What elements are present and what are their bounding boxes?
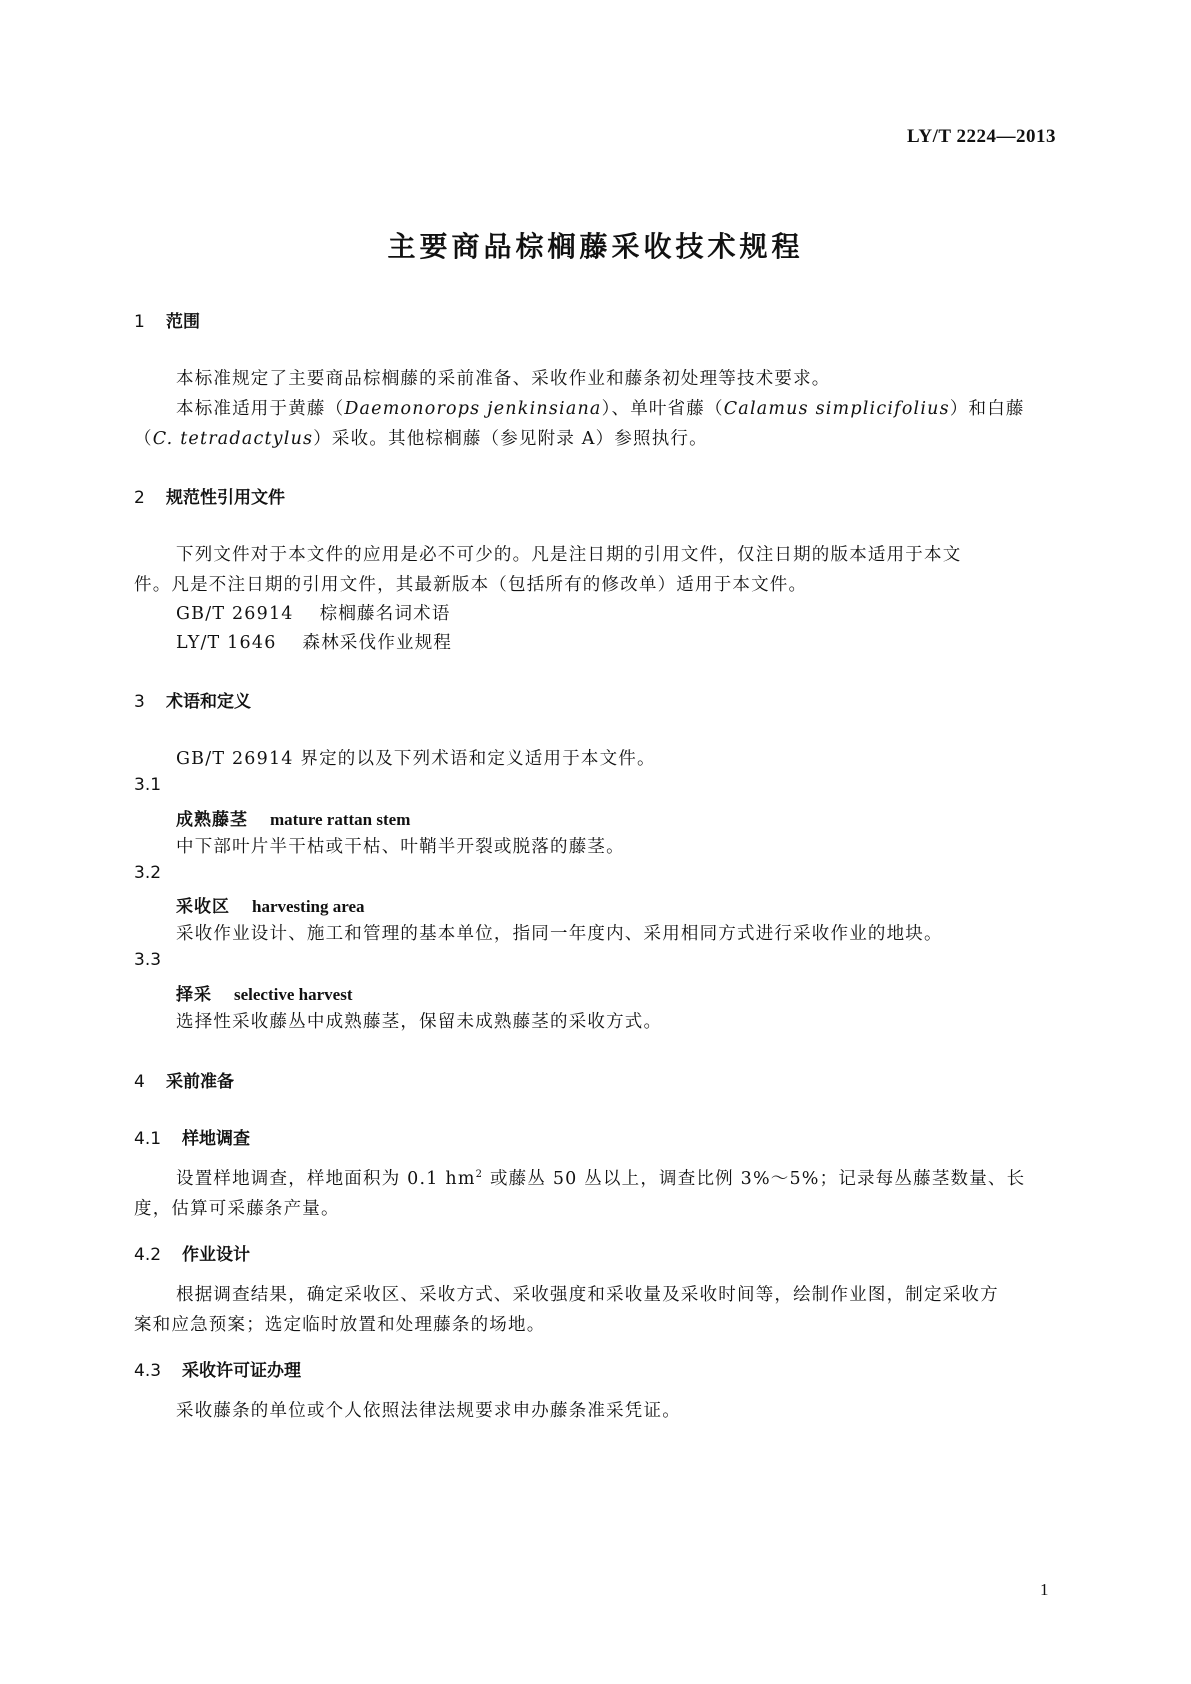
- subsection-number: 4.2: [134, 1245, 162, 1265]
- reference-name: 棕榈藤名词术语: [319, 604, 451, 624]
- paragraph: 度，估算可采藤条产量。: [134, 1199, 340, 1219]
- subsection-heading: [134, 1240, 250, 1265]
- standard-code: LY/T 2224—2013: [906, 126, 1056, 147]
- text-run: 设置样地调查，样地面积为 0.1 hm: [176, 1169, 476, 1189]
- term-definition: 采收作业设计、施工和管理的基本单位，指同一年度内、采用相同方式进行采收作业的地块。: [176, 924, 943, 944]
- paragraph: 采收藤条的单位或个人依照法律法规要求申办藤条准采凭证。: [176, 1401, 681, 1421]
- subsection-number: 4.3: [134, 1361, 162, 1381]
- paragraph: [176, 395, 1025, 420]
- paragraph: [134, 425, 708, 450]
- section-number: 4: [134, 1072, 145, 1092]
- reference-code: GB/T 26914: [176, 604, 294, 624]
- subsection-heading: [134, 1356, 301, 1381]
- term-definition: 选择性采收藤丛中成熟藤茎，保留未成熟藤茎的采收方式。: [176, 1012, 663, 1032]
- section-number: 2: [134, 488, 145, 508]
- section-1-heading: [134, 307, 200, 332]
- paragraph: 根据调查结果，确定采收区、采收方式、采收强度和采收量及采收时间等，绘制作业图，制定采收方: [176, 1285, 999, 1305]
- reference-item: [176, 629, 452, 654]
- scientific-name: C. tetradactylus: [152, 429, 314, 449]
- paragraph: 下列文件对于本文件的应用是必不可少的。凡是注日期的引用文件，仅注日期的版本适用于本文: [176, 545, 962, 565]
- section-title: 采前准备: [166, 1072, 234, 1092]
- subsection-title: 采收许可证办理: [182, 1361, 301, 1381]
- term-number: 3.1: [134, 775, 162, 795]
- text-run: （: [134, 429, 153, 449]
- term-zh: 采收区: [176, 897, 230, 917]
- section-3-heading: [134, 687, 251, 712]
- section-2-heading: [134, 483, 285, 508]
- section-title: 规范性引用文件: [166, 488, 285, 508]
- term-number: 3.3: [134, 950, 162, 970]
- term-en: selective harvest: [234, 985, 353, 1004]
- term-definition: 中下部叶片半干枯或干枯、叶鞘半开裂或脱落的藤茎。: [176, 837, 625, 857]
- term-heading: [176, 805, 410, 830]
- section-number: 1: [134, 312, 145, 332]
- reference-name: 森林采伐作业规程: [302, 633, 453, 653]
- subsection-title: 样地调查: [182, 1129, 250, 1149]
- superscript: 2: [475, 1169, 484, 1181]
- text-run: 或藤丛 50 丛以上，调查比例 3%～5%；记录每丛藤茎数量、长: [483, 1169, 1026, 1189]
- term-zh: 成熟藤茎: [176, 810, 248, 830]
- document-title: 主要商品棕榈藤采收技术规程: [387, 230, 804, 263]
- paragraph: [176, 1165, 1025, 1190]
- term-zh: 择采: [176, 985, 212, 1005]
- term-number: 3.2: [134, 863, 162, 883]
- paragraph: 本标准规定了主要商品棕榈藤的采前准备、采收作业和藤条初处理等技术要求。: [176, 369, 831, 389]
- subsection-title: 作业设计: [182, 1245, 250, 1265]
- term-heading: [176, 980, 352, 1005]
- text-run: 本标准适用于黄藤（: [176, 399, 345, 419]
- text-run: ）、单叶省藤（: [601, 399, 724, 419]
- page-number: 1: [1040, 1580, 1049, 1599]
- reference-code: LY/T 1646: [176, 633, 277, 653]
- term-en: harvesting area: [252, 897, 365, 916]
- text-run: ）采收。其他棕榈藤（参见附录 A）参照执行。: [313, 429, 708, 449]
- section-title: 术语和定义: [166, 692, 251, 712]
- section-4-heading: [134, 1067, 234, 1092]
- paragraph: 件。凡是不注日期的引用文件，其最新版本（包括所有的修改单）适用于本文件。: [134, 575, 808, 595]
- paragraph: GB/T 26914 界定的以及下列术语和定义适用于本文件。: [176, 749, 656, 769]
- subsection-heading: [134, 1124, 250, 1149]
- term-en: mature rattan stem: [270, 810, 411, 829]
- scientific-name: Daemonorops jenkinsiana: [344, 399, 602, 419]
- subsection-number: 4.1: [134, 1129, 162, 1149]
- scientific-name: Calamus simplicifolius: [723, 399, 950, 419]
- section-number: 3: [134, 692, 145, 712]
- reference-item: [176, 600, 451, 625]
- term-heading: [176, 892, 365, 917]
- paragraph: 案和应急预案；选定临时放置和处理藤条的场地。: [134, 1315, 546, 1335]
- section-title: 范围: [166, 312, 200, 332]
- text-run: ）和白藤: [949, 399, 1025, 419]
